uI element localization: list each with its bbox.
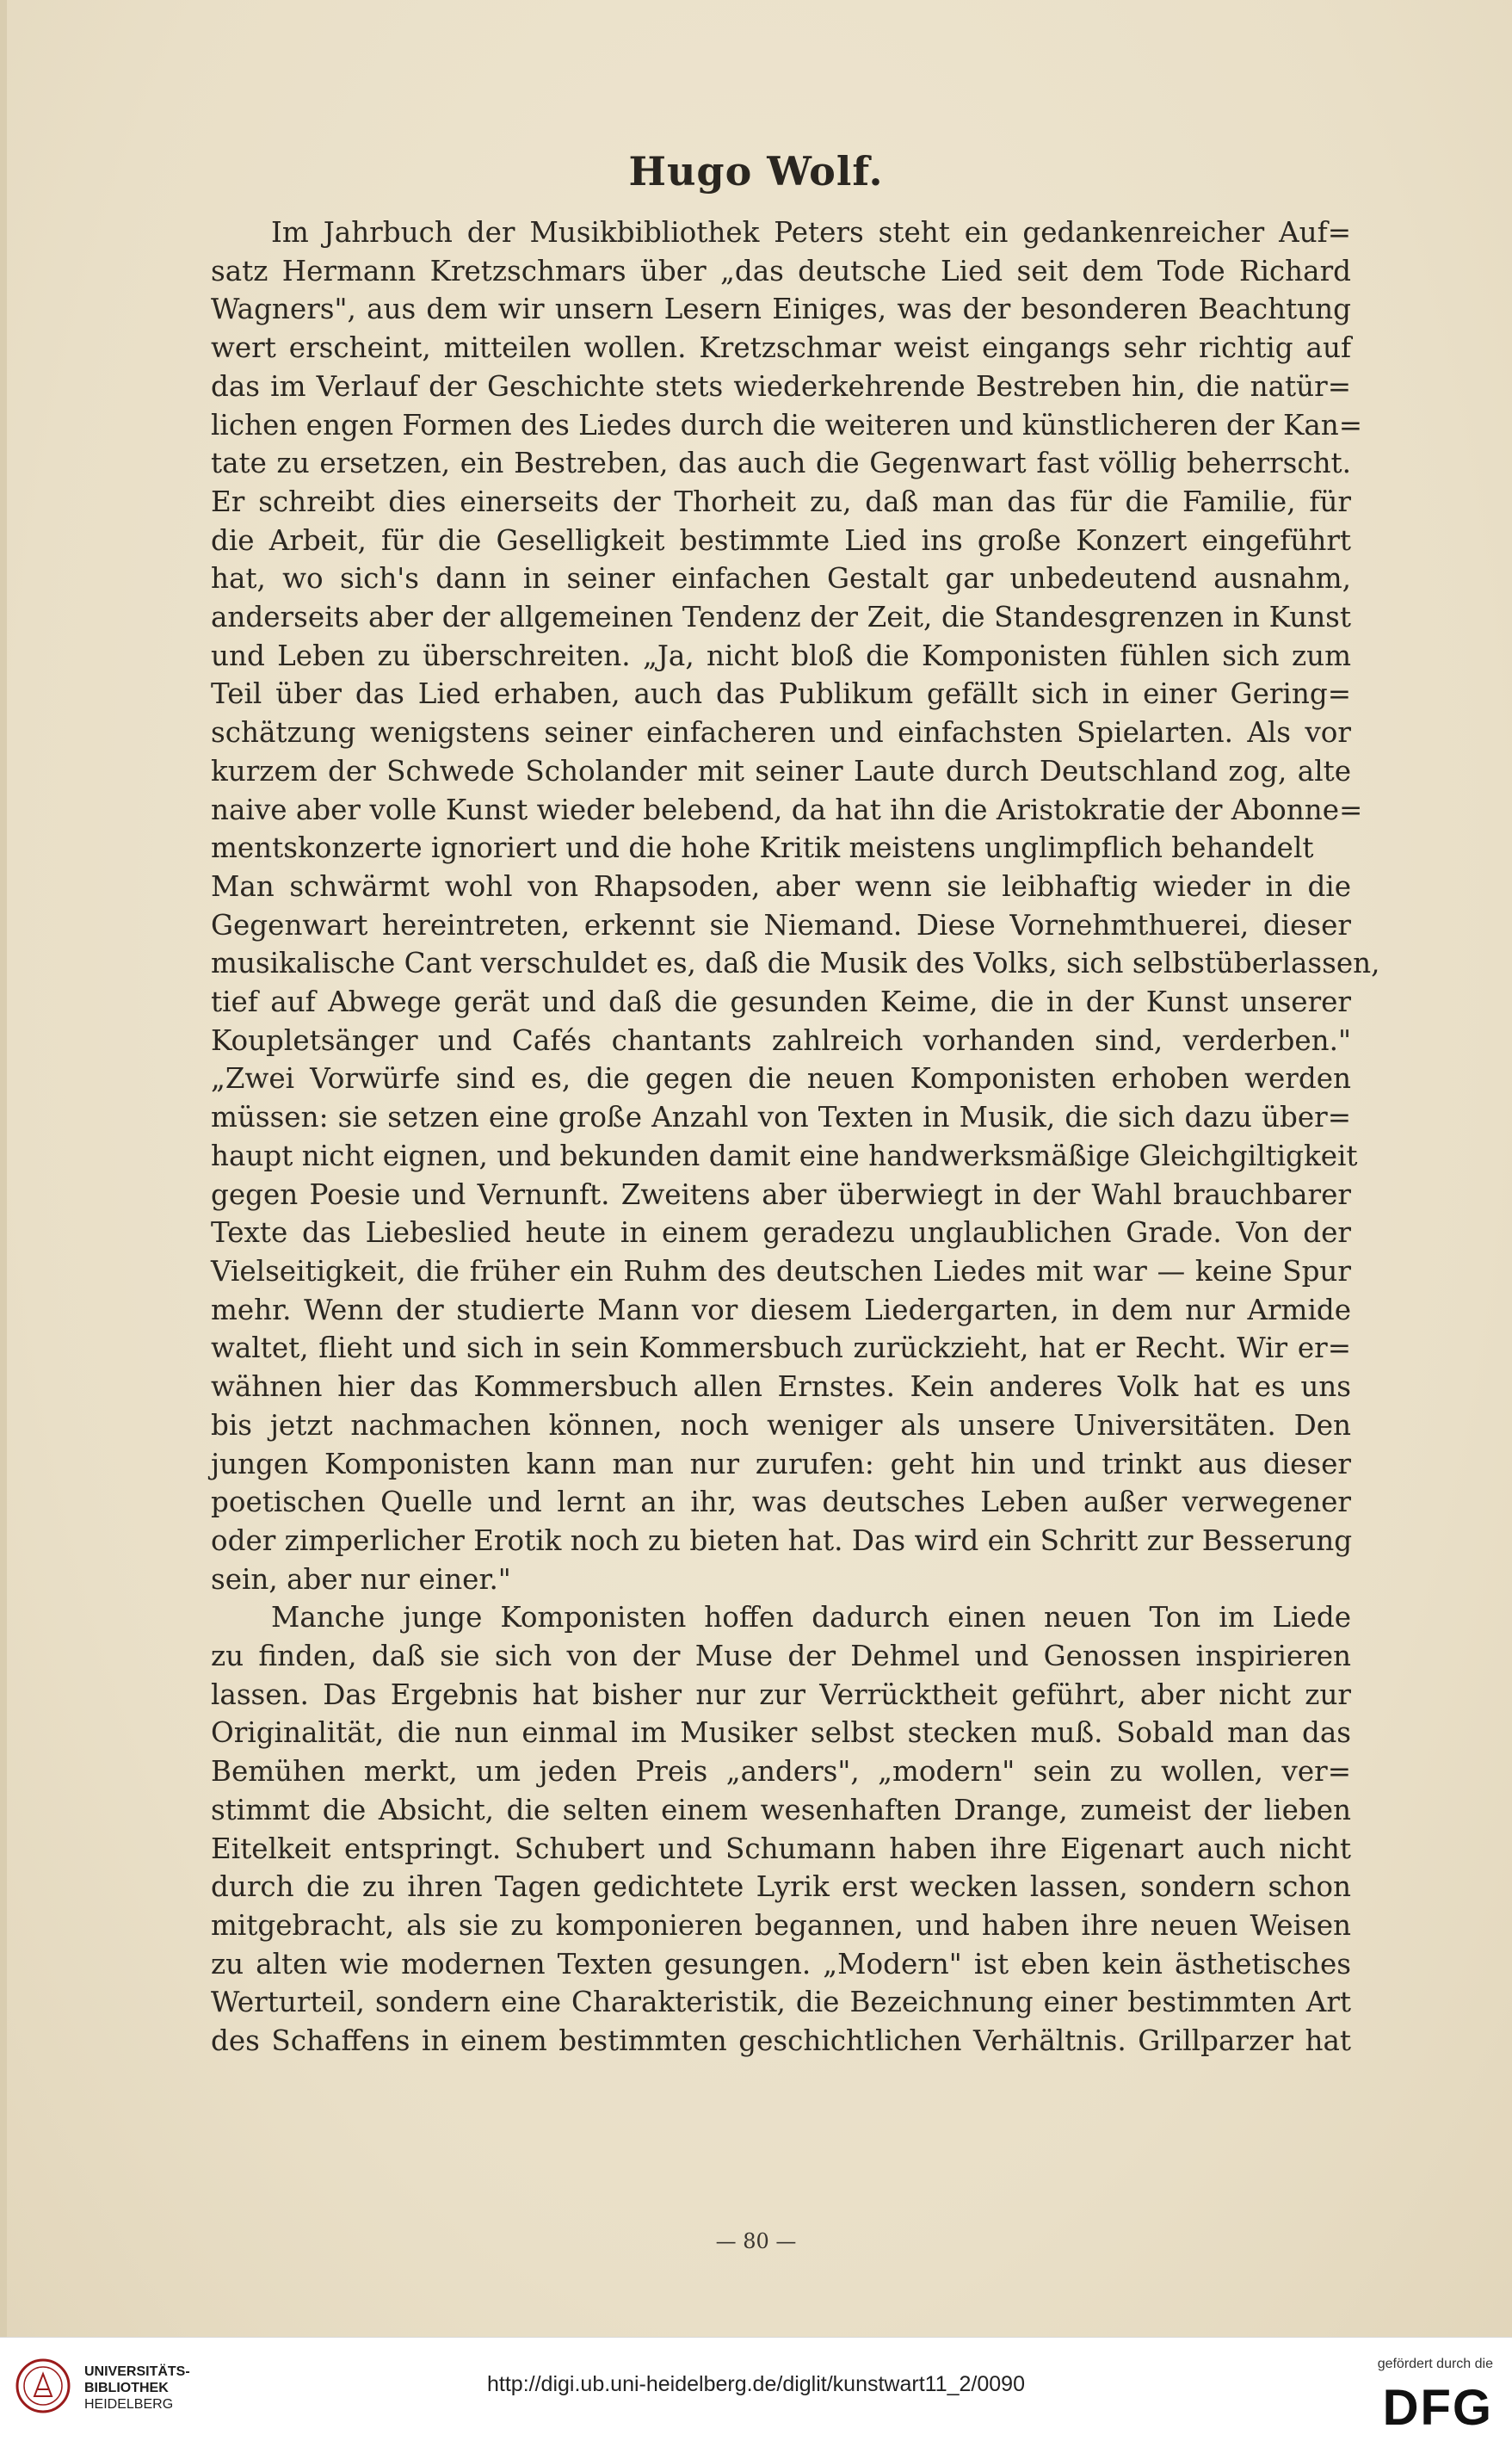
text-line: „Zwei Vorwürfe sind es, die gegen die neuen Komponisten erhoben werden bbox=[211, 1062, 1351, 1096]
text-line: zu alten wie modernen Texten gesungen. „Modern" ist eben kein ästhetisches bbox=[211, 1947, 1351, 1980]
dfg-logo: DFG bbox=[1382, 2380, 1493, 2436]
text-line: wert erscheint, mitteilen wollen. Kretzschmar weist eingangs sehr richtig auf bbox=[211, 331, 1351, 365]
text-line: satz Hermann Kretzschmars über „das deutsche Lied seit dem Tode Richard bbox=[211, 254, 1351, 287]
text-line: tate zu ersetzen, ein Bestreben, das auch die Gegenwart fast völlig beherrscht. bbox=[211, 447, 1351, 480]
library-name-line: BIBLIOTHEK bbox=[84, 2381, 169, 2395]
text-line: bis jetzt nachmachen können, noch weniger als unsere Universitäten. Den bbox=[211, 1408, 1351, 1442]
text-line: anderseits aber der allgemeinen Tendenz der Zeit, die Standesgrenzen in Kunst bbox=[211, 601, 1351, 634]
text-line: lichen engen Formen des Liedes durch die weiteren und künstlicheren der Kan= bbox=[211, 408, 1363, 442]
library-name-line: HEIDELBERG bbox=[84, 2397, 174, 2412]
text-line: naive aber volle Kunst wieder belebend, da hat ihn die Aristokratie der Abonne= bbox=[211, 793, 1363, 826]
text-line: tief auf Abwege gerät und daß die gesunden Keime, die in der Kunst unserer bbox=[211, 986, 1351, 1019]
text-line: oder zimperlicher Erotik noch zu bieten hat. Das wird ein Schritt zur Besserung bbox=[211, 1523, 1353, 1557]
text-line: Originalität, die nun einmal im Musiker selbst stecken muß. Sobald man das bbox=[211, 1716, 1351, 1750]
text-line: haupt nicht eignen, und bekunden damit eine handwerksmäßige Gleichgiltigkeit bbox=[211, 1139, 1358, 1172]
text-line: wähnen hier das Kommersbuch allen Ernstes. Kein anderes Volk hat es uns bbox=[211, 1370, 1351, 1404]
text-line: schätzung wenigstens seiner einfacheren und einfachsten Spielarten. Als vor bbox=[211, 716, 1351, 750]
text-line: Manche junge Komponisten hoffen dadurch einen neuen Ton im Liede bbox=[271, 1601, 1351, 1634]
page-number: — 80 — bbox=[715, 2229, 797, 2253]
text-line: Man schwärmt wohl von Rhapsoden, aber wenn sie leibhaftig wieder in die bbox=[211, 869, 1351, 903]
text-line: lassen. Das Ergebnis hat bisher nur zur Verrücktheit geführt, aber nicht zur bbox=[211, 1678, 1351, 1711]
text-line: und Leben zu überschreiten. „Ja, nicht bloß die Komponisten fühlen sich zum bbox=[211, 639, 1351, 672]
text-line: Teil über das Lied erhaben, auch das Publikum gefällt sich in einer Gering= bbox=[211, 677, 1351, 711]
text-line: jungen Komponisten kann man nur zurufen: geht hin und trinkt aus dieser bbox=[211, 1447, 1351, 1480]
funding-caption: gefördert durch die bbox=[1377, 2357, 1493, 2371]
text-line: Werturteil, sondern eine Charakteristik, die Bezeichnung einer bestimmten Art bbox=[211, 1986, 1351, 2019]
text-line: Eitelkeit entspringt. Schubert und Schumann haben ihre Eigenart auch nicht bbox=[211, 1832, 1351, 1865]
text-line: müssen: sie setzen eine große Anzahl von Texten in Musik, die sich dazu über= bbox=[211, 1101, 1351, 1134]
text-line: Gegenwart hereintreten, erkennt sie Niemand. Diese Vornehmthuerei, dieser bbox=[211, 908, 1351, 942]
text-line: sein, aber nur einer." bbox=[211, 1562, 511, 1596]
text-line: kurzem der Schwede Scholander mit seiner Laute durch Deutschland zog, alte bbox=[211, 754, 1351, 788]
text-line: musikalische Cant verschuldet es, daß die Musik des Volks, sich selbstüberlassen, bbox=[211, 947, 1380, 980]
text-line: Er schreibt dies einerseits der Thorheit zu, daß man das für die Familie, für bbox=[211, 485, 1351, 518]
text-line: die Arbeit, für die Geselligkeit bestimmte Lied ins große Konzert eingeführt bbox=[211, 523, 1351, 557]
text-line: gegen Poesie und Vernunft. Zweitens aber überwiegt in der Wahl brauchbarer bbox=[211, 1177, 1351, 1211]
text-line: Wagners", aus dem wir unsern Lesern Einiges, was der besonderen Beachtung bbox=[211, 293, 1351, 326]
text-line: Texte das Liebeslied heute in einem geradezu unglaublichen Grade. Von der bbox=[211, 1216, 1351, 1250]
text-line: stimmt die Absicht, die selten einem wesenhaften Drange, zumeist der lieben bbox=[211, 1793, 1351, 1826]
text-line: hat, wo sich's dann in seiner einfachen Gestalt gar unbedeutend ausnahm, bbox=[211, 562, 1351, 596]
text-line: Vielseitigkeit, die früher ein Ruhm des deutschen Liedes mit war — keine Spur bbox=[211, 1254, 1351, 1288]
library-name-line: UNIVERSITÄTS- bbox=[84, 2364, 190, 2379]
text-line: mehr. Wenn der studierte Mann vor diesem Liedergarten, in dem nur Armide bbox=[211, 1293, 1351, 1326]
text-line: waltet, flieht und sich in sein Kommersbuch zurückzieht, hat er Recht. Wir er= bbox=[211, 1332, 1351, 1365]
text-line: das im Verlauf der Geschichte stets wiederkehrende Bestreben hin, die natür= bbox=[211, 369, 1351, 403]
text-line: Bemühen merkt, um jeden Preis „anders", „modern" sein zu wollen, ver= bbox=[211, 1755, 1351, 1789]
paragraph-1 bbox=[211, 213, 1380, 1598]
text-line: zu finden, daß sie sich von der Muse der Dehmel und Genossen inspirieren bbox=[211, 1640, 1351, 1673]
text-line: mentskonzerte ignoriert und die hohe Kritik meistens unglimpflich behandelt bbox=[211, 831, 1314, 865]
text-line: poetischen Quelle und lernt an ihr, was deutsches Leben außer verwegener bbox=[211, 1486, 1351, 1519]
text-line: durch die zu ihren Tagen gedichtete Lyrik erst wecken lassen, sondern schon bbox=[211, 1870, 1351, 1904]
article-body bbox=[211, 213, 1380, 2061]
text-line: mitgebracht, als sie zu komponieren begannen, und haben ihre neuen Weisen bbox=[211, 1908, 1351, 1942]
page-title: Hugo Wolf. bbox=[628, 148, 884, 195]
text-line: des Schaffens in einem bestimmten geschichtlichen Verhältnis. Grillparzer hat bbox=[211, 2024, 1351, 2058]
paragraph-2 bbox=[211, 1598, 1351, 2060]
text-line: Im Jahrbuch der Musikbibliothek Peters steht ein gedankenreicher Auf= bbox=[271, 216, 1351, 249]
text-line: Koupletsänger und Cafés chantants zahlreich vorhanden sind, verderben." bbox=[211, 1023, 1351, 1057]
permalink[interactable]: http://digi.ub.uni-heidelberg.de/diglit/kunstwart11_2/0090 bbox=[487, 2372, 1025, 2396]
viewer-footer bbox=[0, 2337, 1512, 2447]
